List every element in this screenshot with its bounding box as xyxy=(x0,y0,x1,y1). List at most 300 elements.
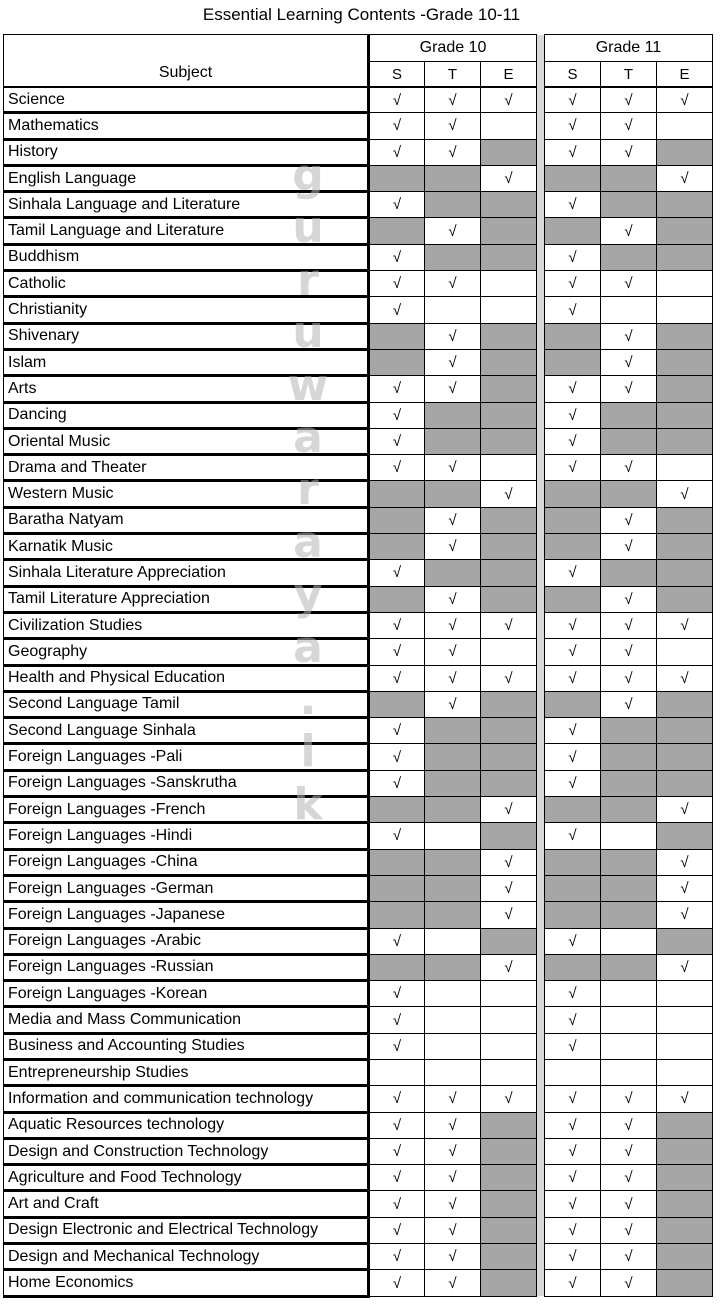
check-cell: √ xyxy=(545,665,601,691)
check-cell: √ xyxy=(425,665,481,691)
empty-cell xyxy=(545,1059,601,1085)
empty-cell xyxy=(481,1059,537,1085)
check-cell: √ xyxy=(545,1165,601,1191)
not-applicable-cell xyxy=(481,586,537,612)
not-applicable-cell xyxy=(481,770,537,796)
grade-separator xyxy=(537,87,545,113)
grade-separator xyxy=(537,849,545,875)
check-cell: √ xyxy=(369,1138,425,1164)
not-applicable-cell xyxy=(657,744,713,770)
subject-cell: Foreign Languages -French xyxy=(4,797,369,823)
check-cell: √ xyxy=(545,1033,601,1059)
not-applicable-cell xyxy=(601,402,657,428)
check-cell: √ xyxy=(481,902,537,928)
check-cell: √ xyxy=(657,87,713,113)
check-cell: √ xyxy=(657,665,713,691)
table-row xyxy=(4,586,713,612)
subject-cell: Information and communication technology xyxy=(4,1086,369,1112)
grade-separator xyxy=(537,1138,545,1164)
check-cell: √ xyxy=(545,297,601,323)
not-applicable-cell xyxy=(425,428,481,454)
table-row xyxy=(4,612,713,638)
check-cell: √ xyxy=(369,271,425,297)
grade-separator xyxy=(537,639,545,665)
grade-separator xyxy=(537,612,545,638)
not-applicable-cell xyxy=(657,1191,713,1217)
check-cell: √ xyxy=(545,271,601,297)
empty-cell xyxy=(481,639,537,665)
not-applicable-cell xyxy=(657,534,713,560)
empty-cell xyxy=(657,113,713,139)
check-cell: √ xyxy=(481,481,537,507)
not-applicable-cell xyxy=(369,165,425,191)
check-cell: √ xyxy=(545,455,601,481)
not-applicable-cell xyxy=(481,1138,537,1164)
empty-cell xyxy=(657,1007,713,1033)
not-applicable-cell xyxy=(657,244,713,270)
empty-cell xyxy=(601,1007,657,1033)
subject-cell: Buddhism xyxy=(4,244,369,270)
check-cell: √ xyxy=(545,1007,601,1033)
check-cell: √ xyxy=(545,87,601,113)
g10-col-s: S xyxy=(369,62,425,88)
empty-cell xyxy=(481,1007,537,1033)
subject-cell: Art and Craft xyxy=(4,1191,369,1217)
grade-separator xyxy=(537,902,545,928)
check-cell: √ xyxy=(545,376,601,402)
not-applicable-cell xyxy=(657,507,713,533)
not-applicable-cell xyxy=(481,349,537,375)
not-applicable-cell xyxy=(481,1112,537,1138)
not-applicable-cell xyxy=(369,534,425,560)
not-applicable-cell xyxy=(425,902,481,928)
not-applicable-cell xyxy=(601,770,657,796)
watermark-letter: y xyxy=(293,569,323,621)
check-cell: √ xyxy=(601,139,657,165)
check-cell: √ xyxy=(425,1217,481,1243)
grade-separator xyxy=(537,981,545,1007)
not-applicable-cell xyxy=(481,402,537,428)
subject-cell: English Language xyxy=(4,165,369,191)
not-applicable-cell xyxy=(545,586,601,612)
grade-separator xyxy=(537,165,545,191)
table-row xyxy=(4,744,713,770)
subject-cell: Design and Construction Technology xyxy=(4,1138,369,1164)
table-row xyxy=(4,323,713,349)
table-row xyxy=(4,1059,713,1085)
subject-cell: Islam xyxy=(4,349,369,375)
not-applicable-cell xyxy=(545,323,601,349)
grade-separator xyxy=(537,297,545,323)
table-row xyxy=(4,218,713,244)
not-applicable-cell xyxy=(369,875,425,901)
subject-cell: Foreign Languages -Russian xyxy=(4,954,369,980)
subject-cell: Sinhala Language and Literature xyxy=(4,192,369,218)
grade-separator xyxy=(537,271,545,297)
not-applicable-cell xyxy=(657,691,713,717)
watermark-letter: g xyxy=(292,150,324,201)
table-row xyxy=(4,481,713,507)
not-applicable-cell xyxy=(369,691,425,717)
not-applicable-cell xyxy=(369,586,425,612)
not-applicable-cell xyxy=(657,718,713,744)
subject-cell: Western Music xyxy=(4,481,369,507)
subject-header: Subject xyxy=(4,35,369,88)
check-cell: √ xyxy=(369,1270,425,1296)
check-cell: √ xyxy=(601,323,657,349)
subject-cell: Foreign Languages -Hindi xyxy=(4,823,369,849)
table-row xyxy=(4,113,713,139)
empty-cell xyxy=(657,1059,713,1085)
empty-cell xyxy=(481,113,537,139)
check-cell: √ xyxy=(601,1165,657,1191)
not-applicable-cell xyxy=(657,139,713,165)
not-applicable-cell xyxy=(657,218,713,244)
check-cell: √ xyxy=(601,1112,657,1138)
not-applicable-cell xyxy=(425,744,481,770)
subject-cell: Home Economics xyxy=(4,1270,369,1296)
not-applicable-cell xyxy=(481,928,537,954)
check-cell: √ xyxy=(545,192,601,218)
not-applicable-cell xyxy=(545,875,601,901)
check-cell: √ xyxy=(369,1165,425,1191)
not-applicable-cell xyxy=(425,954,481,980)
not-applicable-cell xyxy=(601,428,657,454)
check-cell: √ xyxy=(601,376,657,402)
grade-separator xyxy=(537,428,545,454)
check-cell: √ xyxy=(545,718,601,744)
subject-cell: Tamil Language and Literature xyxy=(4,218,369,244)
check-cell: √ xyxy=(369,823,425,849)
check-cell: √ xyxy=(481,1086,537,1112)
check-cell: √ xyxy=(545,244,601,270)
check-cell: √ xyxy=(425,349,481,375)
watermark-letter: u xyxy=(292,202,324,254)
not-applicable-cell xyxy=(657,428,713,454)
check-cell: √ xyxy=(425,87,481,113)
check-cell: √ xyxy=(369,981,425,1007)
subject-cell: Aquatic Resources technology xyxy=(4,1112,369,1138)
check-cell: √ xyxy=(369,1217,425,1243)
empty-cell xyxy=(601,823,657,849)
check-cell: √ xyxy=(601,1244,657,1270)
not-applicable-cell xyxy=(657,192,713,218)
subject-cell: Business and Accounting Studies xyxy=(4,1033,369,1059)
empty-cell xyxy=(369,1059,425,1085)
not-applicable-cell xyxy=(657,928,713,954)
g10-col-e: E xyxy=(481,62,537,88)
grade-separator xyxy=(537,875,545,901)
not-applicable-cell xyxy=(425,192,481,218)
grade-separator xyxy=(537,113,545,139)
not-applicable-cell xyxy=(545,507,601,533)
not-applicable-cell xyxy=(425,875,481,901)
watermark-letter: k xyxy=(293,778,323,830)
not-applicable-cell xyxy=(601,481,657,507)
check-cell: √ xyxy=(369,1086,425,1112)
check-cell: √ xyxy=(545,1138,601,1164)
not-applicable-cell xyxy=(657,1270,713,1296)
table-row xyxy=(4,455,713,481)
subject-cell: Shivenary xyxy=(4,323,369,349)
check-cell: √ xyxy=(601,218,657,244)
table-row xyxy=(4,560,713,586)
check-cell: √ xyxy=(601,1217,657,1243)
not-applicable-cell xyxy=(657,1165,713,1191)
grade-11-header: Grade 11 xyxy=(545,35,713,62)
check-cell: √ xyxy=(425,1191,481,1217)
check-cell: √ xyxy=(545,770,601,796)
grade-separator xyxy=(537,1033,545,1059)
not-applicable-cell xyxy=(657,323,713,349)
not-applicable-cell xyxy=(425,481,481,507)
subject-cell: Karnatik Music xyxy=(4,534,369,560)
watermark-letter: u xyxy=(292,307,324,359)
table-row xyxy=(4,797,713,823)
check-cell: √ xyxy=(425,1270,481,1296)
table-row xyxy=(4,507,713,533)
check-cell: √ xyxy=(657,849,713,875)
check-cell: √ xyxy=(545,981,601,1007)
not-applicable-cell xyxy=(545,954,601,980)
check-cell: √ xyxy=(369,139,425,165)
check-cell: √ xyxy=(545,744,601,770)
subject-cell: History xyxy=(4,139,369,165)
not-applicable-cell xyxy=(601,954,657,980)
table-row xyxy=(4,1270,713,1296)
check-cell: √ xyxy=(425,639,481,665)
table-row xyxy=(4,849,713,875)
g10-col-t: T xyxy=(425,62,481,88)
not-applicable-cell xyxy=(481,376,537,402)
check-cell: √ xyxy=(425,139,481,165)
not-applicable-cell xyxy=(481,1191,537,1217)
table-row xyxy=(4,1138,713,1164)
check-cell: √ xyxy=(369,928,425,954)
check-cell: √ xyxy=(545,1191,601,1217)
check-cell: √ xyxy=(369,1244,425,1270)
not-applicable-cell xyxy=(481,560,537,586)
empty-cell xyxy=(657,981,713,1007)
watermark-letter: a xyxy=(293,516,323,568)
check-cell: √ xyxy=(481,954,537,980)
subject-cell: Second Language Sinhala xyxy=(4,718,369,744)
table-row xyxy=(4,192,713,218)
check-cell: √ xyxy=(369,560,425,586)
empty-cell xyxy=(601,928,657,954)
grade-separator xyxy=(537,402,545,428)
empty-cell xyxy=(601,981,657,1007)
check-cell: √ xyxy=(481,665,537,691)
empty-cell xyxy=(425,823,481,849)
check-cell: √ xyxy=(601,507,657,533)
subject-cell: Second Language Tamil xyxy=(4,691,369,717)
check-cell: √ xyxy=(601,586,657,612)
table-row xyxy=(4,376,713,402)
grade-separator xyxy=(537,1165,545,1191)
check-cell: √ xyxy=(425,1244,481,1270)
not-applicable-cell xyxy=(601,797,657,823)
grade-separator xyxy=(537,665,545,691)
table-row xyxy=(4,665,713,691)
not-applicable-cell xyxy=(657,349,713,375)
not-applicable-cell xyxy=(425,718,481,744)
not-applicable-cell xyxy=(601,560,657,586)
check-cell: √ xyxy=(369,1007,425,1033)
not-applicable-cell xyxy=(481,1244,537,1270)
check-cell: √ xyxy=(369,87,425,113)
empty-cell xyxy=(657,271,713,297)
not-applicable-cell xyxy=(601,744,657,770)
check-cell: √ xyxy=(369,455,425,481)
check-cell: √ xyxy=(369,376,425,402)
table-row xyxy=(4,165,713,191)
check-cell: √ xyxy=(657,612,713,638)
watermark-letter: w xyxy=(287,359,329,411)
check-cell: √ xyxy=(601,1270,657,1296)
subject-cell: Media and Mass Communication xyxy=(4,1007,369,1033)
g11-col-t: T xyxy=(601,62,657,88)
check-cell: √ xyxy=(369,612,425,638)
not-applicable-cell xyxy=(657,1138,713,1164)
not-applicable-cell xyxy=(425,244,481,270)
subject-cell: Design and Mechanical Technology xyxy=(4,1244,369,1270)
watermark-letter: a xyxy=(293,621,323,673)
check-cell: √ xyxy=(369,718,425,744)
check-cell: √ xyxy=(425,376,481,402)
not-applicable-cell xyxy=(657,560,713,586)
not-applicable-cell xyxy=(425,797,481,823)
check-cell: √ xyxy=(545,402,601,428)
empty-cell xyxy=(425,1033,481,1059)
subject-cell: Arts xyxy=(4,376,369,402)
grade-separator xyxy=(537,1191,545,1217)
table-row xyxy=(4,349,713,375)
not-applicable-cell xyxy=(481,192,537,218)
check-cell: √ xyxy=(545,560,601,586)
not-applicable-cell xyxy=(657,1244,713,1270)
empty-cell xyxy=(601,1033,657,1059)
check-cell: √ xyxy=(425,586,481,612)
empty-cell xyxy=(425,1007,481,1033)
check-cell: √ xyxy=(481,875,537,901)
not-applicable-cell xyxy=(657,376,713,402)
table-row xyxy=(4,1191,713,1217)
check-cell: √ xyxy=(425,323,481,349)
document-title: Essential Learning Contents -Grade 10-11 xyxy=(202,5,521,24)
subject-cell: Foreign Languages -China xyxy=(4,849,369,875)
not-applicable-cell xyxy=(601,244,657,270)
not-applicable-cell xyxy=(545,797,601,823)
not-applicable-cell xyxy=(481,244,537,270)
check-cell: √ xyxy=(369,297,425,323)
not-applicable-cell xyxy=(481,139,537,165)
subject-cell: Sinhala Literature Appreciation xyxy=(4,560,369,586)
grade-separator xyxy=(537,35,545,88)
grade-separator xyxy=(537,954,545,980)
not-applicable-cell xyxy=(545,165,601,191)
check-cell: √ xyxy=(369,639,425,665)
grade-separator xyxy=(537,455,545,481)
check-cell: √ xyxy=(657,954,713,980)
table-row xyxy=(4,1244,713,1270)
not-applicable-cell xyxy=(657,1112,713,1138)
not-applicable-cell xyxy=(369,349,425,375)
subject-cell: Foreign Languages -Japanese xyxy=(4,902,369,928)
empty-cell xyxy=(481,1033,537,1059)
check-cell: √ xyxy=(657,1086,713,1112)
not-applicable-cell xyxy=(545,691,601,717)
table-row xyxy=(4,244,713,270)
not-applicable-cell xyxy=(657,770,713,796)
empty-cell xyxy=(657,297,713,323)
grade-separator xyxy=(537,770,545,796)
not-applicable-cell xyxy=(545,849,601,875)
grade-separator xyxy=(537,376,545,402)
table-row xyxy=(4,271,713,297)
not-applicable-cell xyxy=(481,1217,537,1243)
check-cell: √ xyxy=(425,1138,481,1164)
empty-cell xyxy=(481,297,537,323)
check-cell: √ xyxy=(545,1112,601,1138)
check-cell: √ xyxy=(657,902,713,928)
check-cell: √ xyxy=(601,1191,657,1217)
check-cell: √ xyxy=(545,113,601,139)
check-cell: √ xyxy=(657,481,713,507)
check-cell: √ xyxy=(601,612,657,638)
check-cell: √ xyxy=(369,1191,425,1217)
check-cell: √ xyxy=(425,1165,481,1191)
grade-separator xyxy=(537,534,545,560)
table-row xyxy=(4,954,713,980)
grade-separator xyxy=(537,481,545,507)
check-cell: √ xyxy=(601,271,657,297)
not-applicable-cell xyxy=(601,849,657,875)
not-applicable-cell xyxy=(425,849,481,875)
subject-cell: Foreign Languages -German xyxy=(4,875,369,901)
empty-cell xyxy=(657,639,713,665)
empty-cell xyxy=(425,1059,481,1085)
grade-separator xyxy=(537,691,545,717)
not-applicable-cell xyxy=(425,770,481,796)
empty-cell xyxy=(601,1059,657,1085)
table-row xyxy=(4,87,713,113)
empty-cell xyxy=(425,981,481,1007)
grade-separator xyxy=(537,928,545,954)
grade-separator xyxy=(537,192,545,218)
subject-cell: Catholic xyxy=(4,271,369,297)
table-row xyxy=(4,823,713,849)
check-cell: √ xyxy=(425,534,481,560)
g11-col-e: E xyxy=(657,62,713,88)
not-applicable-cell xyxy=(425,560,481,586)
check-cell: √ xyxy=(657,165,713,191)
check-cell: √ xyxy=(657,875,713,901)
not-applicable-cell xyxy=(481,744,537,770)
check-cell: √ xyxy=(545,1086,601,1112)
not-applicable-cell xyxy=(369,849,425,875)
not-applicable-cell xyxy=(657,1217,713,1243)
watermark-letter: l xyxy=(300,726,316,778)
not-applicable-cell xyxy=(657,402,713,428)
not-applicable-cell xyxy=(369,954,425,980)
check-cell: √ xyxy=(369,402,425,428)
subject-cell: Design Electronic and Electrical Technology xyxy=(4,1217,369,1243)
not-applicable-cell xyxy=(601,718,657,744)
check-cell: √ xyxy=(481,797,537,823)
not-applicable-cell xyxy=(425,165,481,191)
check-cell: √ xyxy=(425,507,481,533)
